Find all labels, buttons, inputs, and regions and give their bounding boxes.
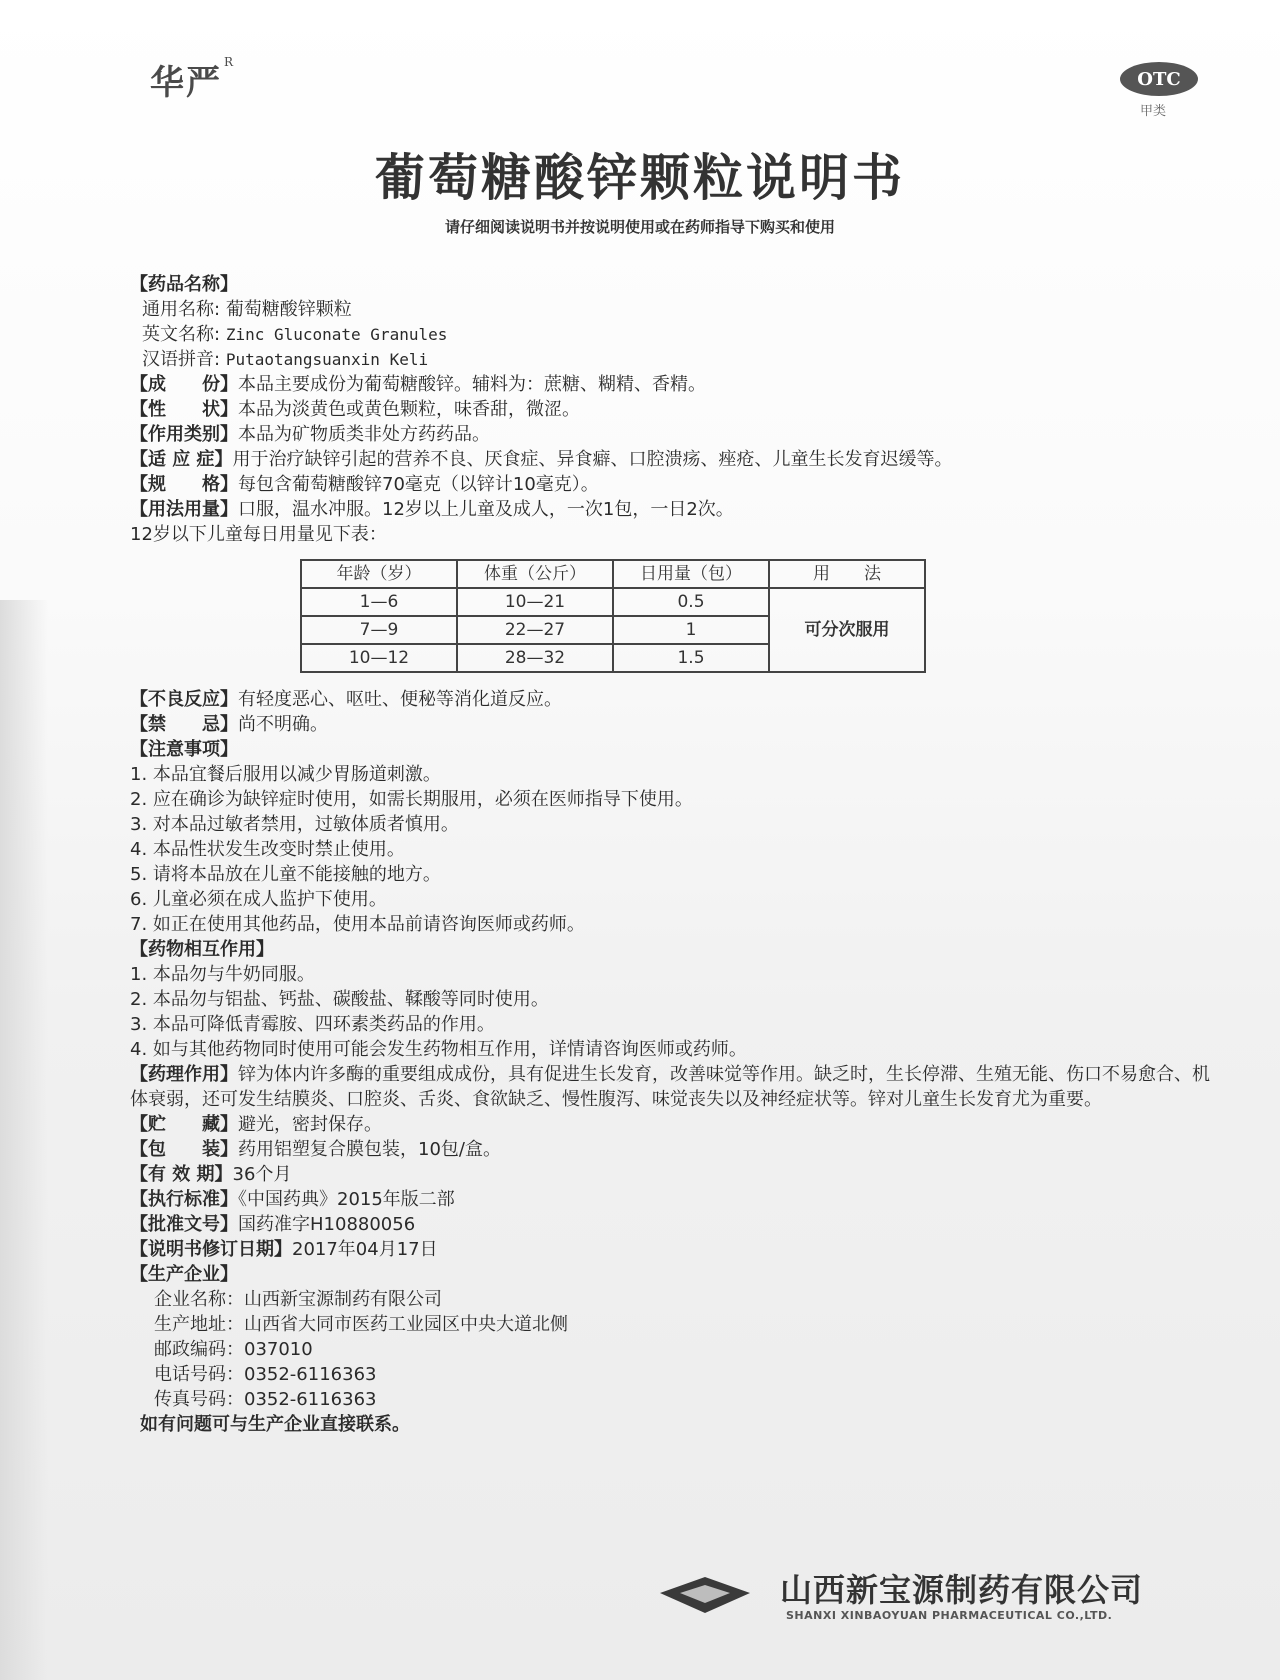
- field-storage: [130, 1112, 1210, 1137]
- field-value: 口服，温水冲服。12岁以上儿童及成人，一次1包，一日2次。: [238, 499, 734, 520]
- field-value: 2017年04月17日: [292, 1239, 438, 1260]
- field-value: 本品为矿物质类非处方药药品。: [238, 424, 490, 445]
- field-label: 【执行标准】: [130, 1189, 238, 1210]
- field-value: 山西省大同市医药工业园区中央大道北侧: [244, 1314, 568, 1335]
- col-daily-dose: 日用量（包）: [613, 560, 769, 588]
- field-adverse-reactions: [130, 687, 1210, 712]
- cell-dose: 1: [613, 616, 769, 644]
- field-value: 避光，密封保存。: [238, 1114, 382, 1135]
- company-footer: [660, 1565, 1220, 1635]
- common-name-label: 通用名称:: [142, 299, 221, 320]
- section-interactions: 【药物相互作用】: [130, 939, 274, 960]
- list-item: 3. 本品可降低青霉胺、四环素类药品的作用。: [130, 1014, 495, 1035]
- dosage-table: [300, 559, 926, 673]
- field-label: 【成 份】: [130, 374, 238, 395]
- field-label: 【说明书修订日期】: [130, 1239, 292, 1260]
- leaflet-body: [130, 272, 1210, 1437]
- col-age: 年龄（岁）: [301, 560, 457, 588]
- field-label: 【不良反应】: [130, 689, 238, 710]
- otc-class-label: 甲类: [1140, 104, 1167, 119]
- cell-dose: 1.5: [613, 644, 769, 672]
- field-label: 企业名称：: [154, 1289, 244, 1310]
- field-label: 【批准文号】: [130, 1214, 238, 1235]
- pinyin-name-row: [130, 347, 1210, 372]
- company-logo-icon: [660, 1573, 750, 1617]
- list-item: 1. 本品宜餐后服用以减少胃肠道刺激。: [130, 764, 441, 785]
- list-item: 1. 本品勿与牛奶同服。: [130, 964, 315, 985]
- field-ingredients: [130, 372, 1210, 397]
- field-label: 【贮 藏】: [130, 1114, 238, 1135]
- field-label: 生产地址：: [154, 1314, 244, 1335]
- dosage-note: 12岁以下儿童每日用量见下表：: [130, 524, 387, 545]
- field-appearance: [130, 397, 1210, 422]
- table-header-row: [301, 560, 925, 588]
- field-value: 山西新宝源制药有限公司: [244, 1289, 442, 1310]
- cell-age: 10—12: [301, 644, 457, 672]
- common-name-value: 葡萄糖酸锌颗粒: [225, 299, 352, 320]
- company-address-row: [130, 1312, 1210, 1337]
- pinyin-label: 汉语拼音:: [142, 349, 221, 370]
- postal-code-row: [130, 1337, 1210, 1362]
- field-label: 电话号码：: [154, 1364, 244, 1385]
- list-item: 7. 如正在使用其他药品，使用本品前请咨询医师或药师。: [130, 914, 585, 935]
- field-value: 037010: [244, 1339, 313, 1360]
- field-label: 【规 格】: [130, 474, 238, 495]
- field-value: 36个月: [232, 1164, 292, 1185]
- field-label: 邮政编码：: [154, 1339, 244, 1360]
- common-name-row: [130, 297, 1210, 322]
- field-value: 《中国药典》2015年版二部: [238, 1189, 455, 1210]
- paper-shadow: [0, 600, 48, 1680]
- cell-dose: 0.5: [613, 588, 769, 616]
- cell-method: 可分次服用: [769, 588, 925, 672]
- field-value: 国药准字H10880056: [238, 1214, 416, 1235]
- field-dosage: [130, 497, 1210, 522]
- list-item: 4. 本品性状发生改变时禁止使用。: [130, 839, 405, 860]
- field-value: 0352-6116363: [244, 1364, 377, 1385]
- phone-row: [130, 1362, 1210, 1387]
- field-label: 【性 状】: [130, 399, 238, 420]
- field-label: 【禁 忌】: [130, 714, 238, 735]
- list-item: 5. 请将本品放在儿童不能接触的地方。: [130, 864, 441, 885]
- cell-age: 7—9: [301, 616, 457, 644]
- field-label: 【用法用量】: [130, 499, 238, 520]
- section-precautions: 【注意事项】: [130, 739, 238, 760]
- field-label: 【有 效 期】: [130, 1164, 233, 1185]
- brand-logo: [150, 55, 235, 104]
- col-method: 用 法: [769, 560, 925, 588]
- field-label: 【适 应 症】: [130, 449, 233, 470]
- company-name-en: SHANXI XINBAOYUAN PHARMACEUTICAL CO.,LTD.: [786, 1609, 1113, 1622]
- field-indications: [130, 447, 1210, 472]
- field-value: 每包含葡萄糖酸锌70毫克（以锌计10毫克）。: [238, 474, 599, 495]
- otc-badge: OTC: [1120, 62, 1198, 96]
- col-weight: 体重（公斤）: [457, 560, 613, 588]
- document-title: 葡萄糖酸锌颗粒说明书: [375, 149, 905, 207]
- field-specification: [130, 472, 1210, 497]
- field-category: [130, 422, 1210, 447]
- document-subtitle: 请仔细阅读说明书并按说明使用或在药师指导下购买和使用: [444, 218, 835, 236]
- field-value: 有轻度恶心、呕吐、便秘等消化道反应。: [238, 689, 562, 710]
- section-manufacturer: 【生产企业】: [130, 1264, 238, 1285]
- field-value: 尚不明确。: [238, 714, 328, 735]
- field-value: 0352-6116363: [244, 1389, 377, 1410]
- list-item: 2. 应在确诊为缺锌症时使用，如需长期服用，必须在医师指导下使用。: [130, 789, 693, 810]
- english-name-row: [130, 322, 1210, 347]
- contact-note: 如有问题可与生产企业直接联系。: [140, 1414, 410, 1435]
- field-contraindications: [130, 712, 1210, 737]
- company-name-row: [130, 1287, 1210, 1312]
- field-package: [130, 1137, 1210, 1162]
- field-value: 药用铝塑复合膜包装，10包/盒。: [238, 1139, 501, 1160]
- field-label: 【包 装】: [130, 1139, 238, 1160]
- cell-weight: 22—27: [457, 616, 613, 644]
- english-name-value: Zinc Gluconate Granules: [225, 325, 448, 344]
- field-label: 传真号码：: [154, 1389, 244, 1410]
- registered-mark: R: [224, 55, 236, 69]
- field-label: 【作用类别】: [130, 424, 238, 445]
- list-item: 4. 如与其他药物同时使用可能会发生药物相互作用，详情请咨询医师或药师。: [130, 1039, 747, 1060]
- english-name-label: 英文名称:: [142, 324, 221, 345]
- field-value: 本品为淡黄色或黄色颗粒，味香甜，微涩。: [238, 399, 580, 420]
- list-item: 2. 本品勿与铝盐、钙盐、碳酸盐、鞣酸等同时使用。: [130, 989, 549, 1010]
- list-item: 3. 对本品过敏者禁用，过敏体质者慎用。: [130, 814, 459, 835]
- field-value: 本品主要成份为葡萄糖酸锌。辅料为：蔗糖、糊精、香精。: [238, 374, 706, 395]
- field-value: 用于治疗缺锌引起的营养不良、厌食症、异食癖、口腔溃疡、痤疮、儿童生长发育迟缓等。: [232, 449, 953, 470]
- table-row: [301, 588, 925, 616]
- field-standard: [130, 1187, 1210, 1212]
- cell-age: 1—6: [301, 588, 457, 616]
- field-label: 【药理作用】: [130, 1064, 238, 1085]
- section-drug-name: 【药品名称】: [130, 274, 238, 295]
- field-expiry: [130, 1162, 1210, 1187]
- field-revision-date: [130, 1237, 1210, 1262]
- cell-weight: 28—32: [457, 644, 613, 672]
- list-item: 6. 儿童必须在成人监护下使用。: [130, 889, 387, 910]
- brand-text: 华严: [150, 63, 222, 103]
- pinyin-value: Putaotangsuanxin Keli: [225, 350, 429, 369]
- cell-weight: 10—21: [457, 588, 613, 616]
- field-approval-number: [130, 1212, 1210, 1237]
- manufacturer-block: [130, 1262, 1210, 1437]
- field-value: 锌为体内许多酶的重要组成成份，具有促进生长发育，改善味觉等作用。缺乏时，生长停滞、生殖无能、伤口不易愈合、机体衰弱，还可发生结膜炎、口腔炎、舌炎、食欲缺乏、慢性腹泻、味觉丧失以及神经症状等。锌对儿童生长发育尤为重要。: [130, 1064, 1210, 1110]
- fax-row: [130, 1387, 1210, 1412]
- company-name-cn: 山西新宝源制药有限公司: [780, 1571, 1144, 1609]
- field-pharmacology: [130, 1062, 1210, 1112]
